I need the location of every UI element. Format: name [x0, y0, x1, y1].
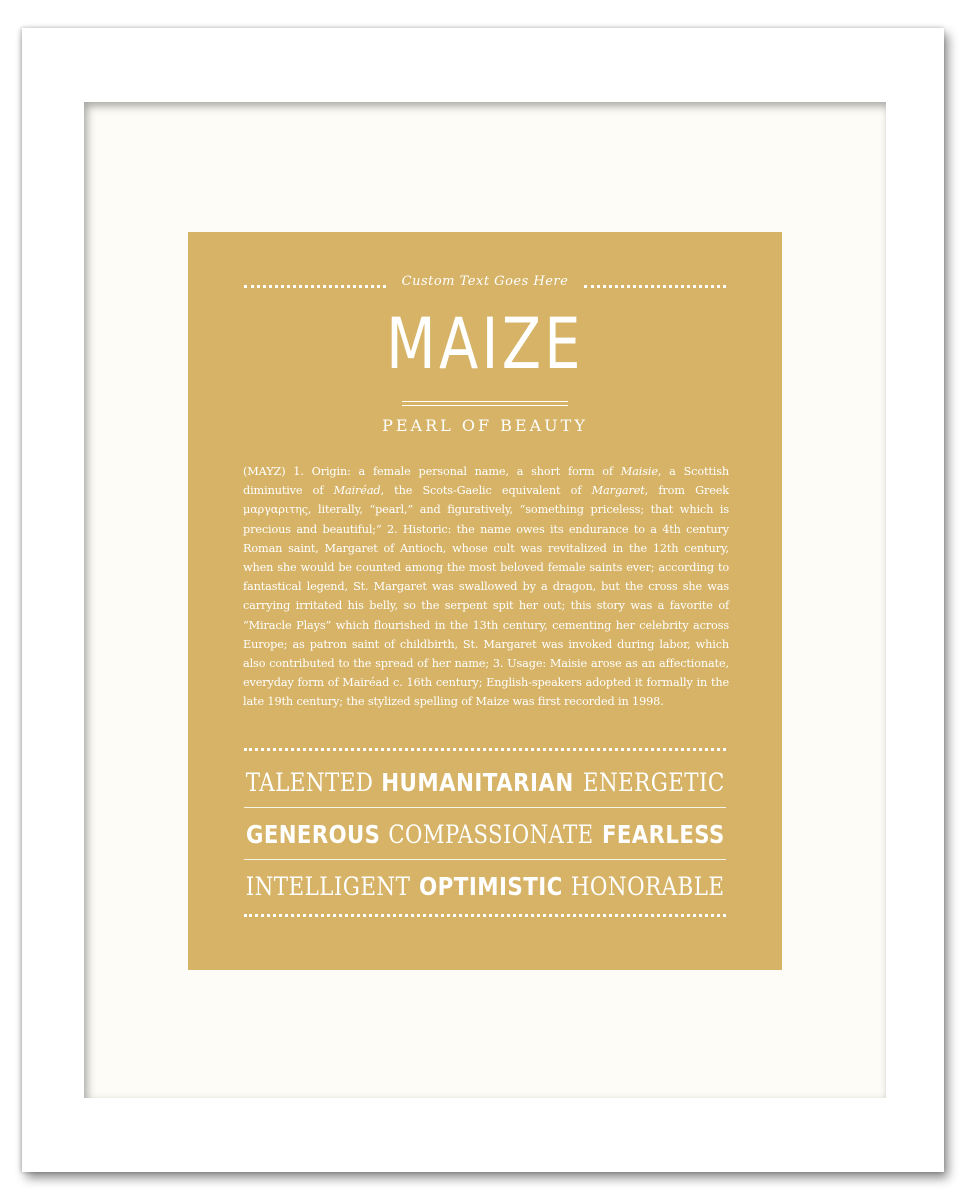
name-meaning: PEARL OF BEAUTY [382, 416, 588, 435]
definition-dotted-divider [244, 748, 726, 751]
traits-line-2 [244, 808, 726, 860]
right-dotted-divider [584, 285, 726, 288]
trait-word: HUMANITARIAN [381, 767, 575, 797]
trait-word: GENEROUS [245, 819, 381, 849]
picture-frame [22, 28, 944, 1172]
bottom-dotted-divider [244, 914, 726, 917]
mat-board [84, 102, 886, 1098]
traits-line-3 [244, 860, 726, 912]
trait-word: HONORABLE [570, 871, 725, 901]
trait-word: INTELLIGENT [245, 871, 411, 901]
traits-block [244, 756, 726, 912]
name-title: MAIZE [386, 303, 584, 385]
traits-line-1 [244, 756, 726, 808]
custom-text-row [244, 274, 726, 298]
trait-word: ENERGETIC [582, 767, 725, 797]
name-definition: (MAYZ) 1. Origin: a female personal name, a short form of Maisie, a Scottish diminutive of Mairéad, the Scots-Gaelic equivalent of Margaret, from Greek μαργαριτης, literally, “pearl,” and figuratively, “something priceless; that which is precious and beautiful;” 2. Historic: the name owes its endurance to a 4th century Roman saint, Margaret of Antioch, whose cult was revitalized in the 12th century, when she would be counted among the most beloved female saints ever; according to fantastical legend, St. Margaret was swallowed by a dragon, but the cross she was carrying irritated his belly, so the serpent spit her out; this story was a favorite of “Miracle Plays” which flourished in the 13th century, cementing her celebrity across Europe; as patron saint of childbirth, St. Margaret was invoked during labor, which also contributed to the spread of her name; 3. Usage: Maisie arose as an affectionate, everyday form of Mairéad c. 16th century; English-speakers adopted it formally in the late 19th century; the stylized spelling of Maize was first recorded in 1998. [243, 465, 730, 709]
name-underline-rule [402, 401, 568, 406]
custom-text: Custom Text Goes Here [401, 274, 569, 289]
trait-word: FEARLESS [601, 819, 725, 849]
trait-word: COMPASSIONATE [388, 819, 594, 849]
trait-word: OPTIMISTIC [418, 871, 563, 901]
name-print [188, 232, 782, 970]
trait-word: TALENTED [245, 767, 374, 797]
